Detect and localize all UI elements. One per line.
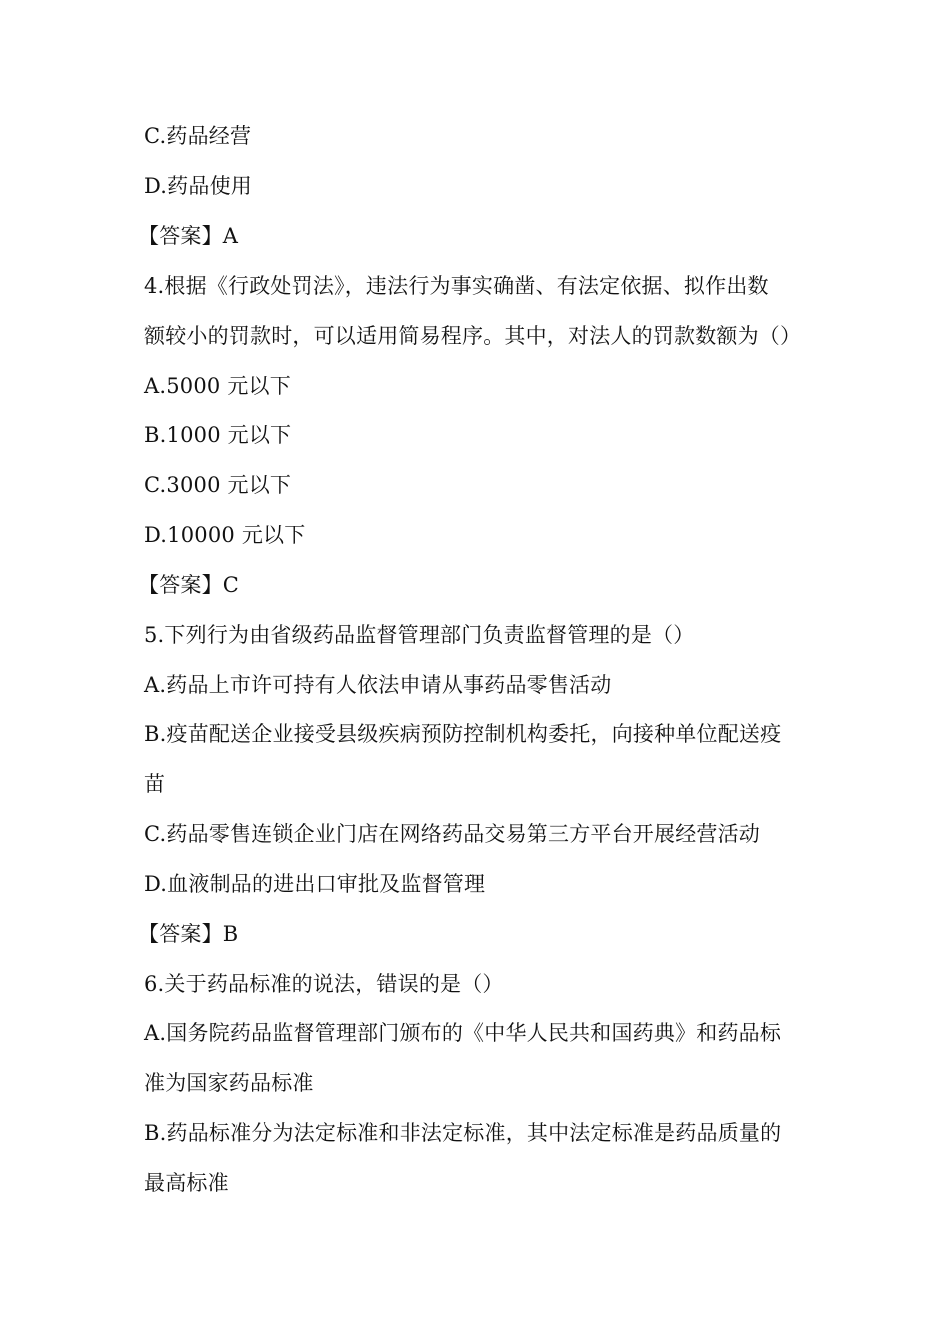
option-b-q5-line-2: 苗 [144,772,166,796]
option-b-q6-line-1: B.药品标准分为法定标准和非法定标准，其中法定标准是药品质量的 [144,1121,782,1145]
option-c-q4: C.3000 元以下 [144,473,292,497]
option-a-q6-line-1: A.国务院药品监督管理部门颁布的《中华人民共和国药典》和药品标 [144,1021,782,1045]
answer-q5: 【答案】B [138,922,239,946]
question-4-line-2: 额较小的罚款时，可以适用简易程序。其中，对法人的罚款数额为（） [144,324,802,348]
option-b-q6-line-2: 最高标准 [144,1171,229,1195]
answer-q3: 【答案】A [138,224,239,248]
option-a-q4: A.5000 元以下 [144,374,291,398]
question-6: 6.关于药品标准的说法，错误的是（） [144,972,504,996]
option-d-q4: D.10000 元以下 [144,523,306,547]
option-d-q3: D.药品使用 [144,174,252,198]
option-b-q4: B.1000 元以下 [144,423,292,447]
option-b-q5-line-1: B.疫苗配送企业接受县级疾病预防控制机构委托，向接种单位配送疫 [144,722,782,746]
question-4-line-1: 4.根据《行政处罚法》，违法行为事实确凿、有法定依据、拟作出数 [144,274,769,298]
option-c-q5: C.药品零售连锁企业门店在网络药品交易第三方平台开展经营活动 [144,822,760,846]
option-a-q6-line-2: 准为国家药品标准 [144,1071,314,1095]
question-5: 5.下列行为由省级药品监督管理部门负责监督管理的是（） [144,623,695,647]
option-c-q3: C.药品经营 [144,124,252,148]
option-d-q5: D.血液制品的进出口审批及监督管理 [144,872,486,896]
answer-q4: 【答案】C [138,573,240,597]
option-a-q5: A.药品上市许可持有人依法申请从事药品零售活动 [144,673,612,697]
